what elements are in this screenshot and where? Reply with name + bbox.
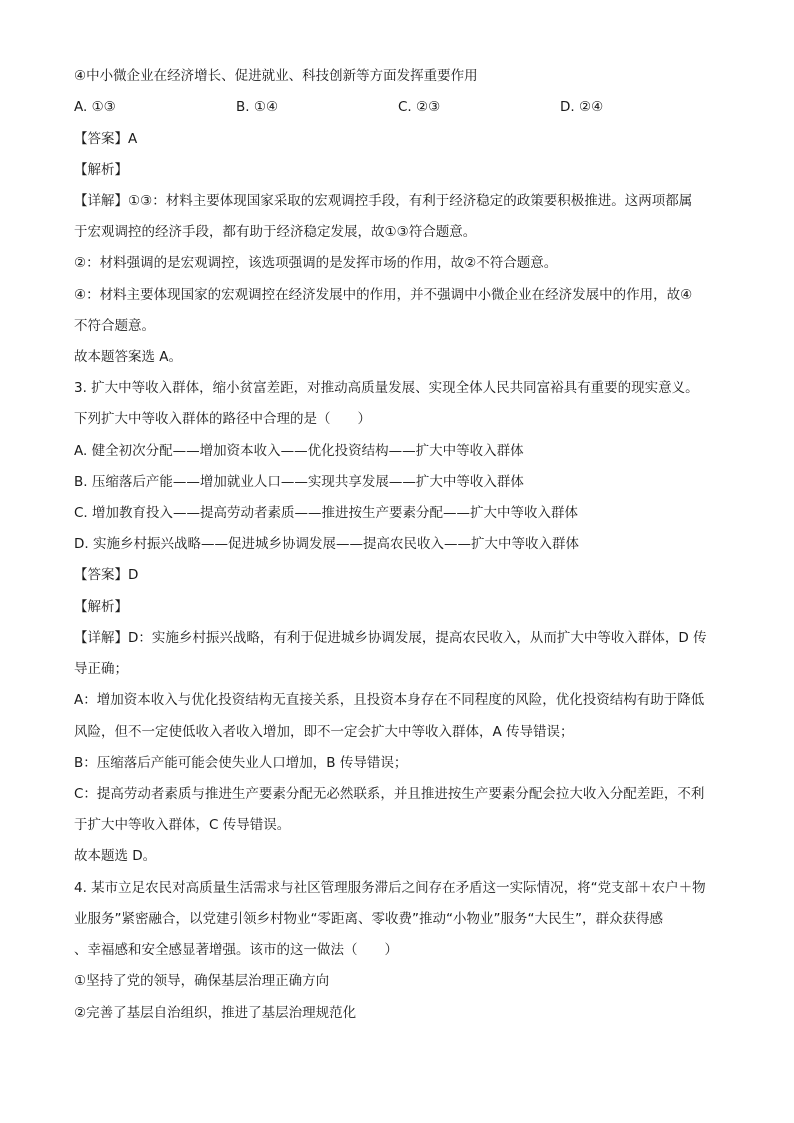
q4-stem: 、幸福感和安全感显著增强。该市的这一做法（ ）	[74, 942, 398, 958]
q3-detail-line: B：压缩落后产能可能会使失业人口增加，B 传导错误；	[74, 755, 408, 771]
q3-detail-line: 【详解】D：实施乡村振兴战略，有利于促进城乡协调发展，提高农民收入，从而扩大中等收入群体，D 传	[74, 630, 707, 646]
q3-detail-line: C：提高劳动者素质与推进生产要素分配无必然联系，并且推进按生产要素分配会拉大收入分配差距，不利	[74, 786, 705, 802]
q3-option-b: B. 压缩落后产能——增加就业人口——实现共享发展——扩大中等收入群体	[74, 474, 524, 490]
q2-options	[74, 97, 734, 117]
q2-option-c: C. ②③	[398, 99, 441, 115]
q4-item-1: ①坚持了党的领导，确保基层治理正确方向	[74, 973, 330, 989]
q2-option-d: D. ②④	[560, 99, 604, 115]
q3-analysis-label: 【解析】	[74, 599, 128, 615]
q3-stem: 3. 扩大中等收入群体，缩小贫富差距，对推动高质量发展、实现全体人民共同富裕具有重要的现实意义。	[74, 380, 699, 396]
q3-detail-line: 风险，但不一定使低收入者收入增加，即不一定会扩大中等收入群体，A 传导错误；	[74, 724, 574, 740]
q3-detail-line: A：增加资本收入与优化投资结构无直接关系，且投资本身存在不同程度的风险，优化投资结构有助于降低	[74, 692, 705, 708]
q2-conclusion: 故本题答案选 A。	[74, 349, 183, 365]
q4-item-2: ②完善了基层自治组织，推进了基层治理规范化	[74, 1005, 357, 1021]
q2-detail-line: 不符合题意。	[74, 318, 155, 334]
q2-option-b: B. ①④	[236, 99, 279, 115]
q2-detail-line: 【详解】①③：材料主要体现国家采取的宏观调控手段，有利于经济稳定的政策要积极推进。这两项都属	[74, 193, 693, 209]
q3-stem: 下列扩大中等收入群体的路径中合理的是（ ）	[74, 411, 371, 427]
q3-detail-line: 于扩大中等收入群体，C 传导错误。	[74, 817, 291, 833]
q4-stem: 4. 某市立足农民对高质量生活需求与社区管理服务滞后之间存在矛盾这一实际情况，将“党支部＋农户＋物	[74, 880, 706, 896]
q2-detail-line: 于宏观调控的经济手段，都有助于经济稳定发展，故①③符合题意。	[74, 224, 477, 240]
q3-answer: 【答案】D	[74, 567, 139, 583]
q2-answer: 【答案】A	[74, 131, 138, 147]
q3-option-c: C. 增加教育投入——提高劳动者素质——推进按生产要素分配——扩大中等收入群体	[74, 505, 579, 521]
q2-item-4: ④中小微企业在经济增长、促进就业、科技创新等方面发挥重要作用	[74, 68, 478, 84]
q3-option-a: A. 健全初次分配——增加资本收入——优化投资结构——扩大中等收入群体	[74, 443, 524, 459]
q2-analysis-label: 【解析】	[74, 162, 128, 178]
q4-stem: 业服务”紧密融合，以党建引领乡村物业“零距离、零收费”推动“小物业”服务“大民生”，群众获得感	[74, 911, 663, 927]
q2-detail-line: ④：材料主要体现国家的宏观调控在经济发展中的作用，并不强调中小微企业在经济发展中的作用，故④	[74, 287, 693, 303]
q3-option-d: D. 实施乡村振兴战略——促进城乡协调发展——提高农民收入——扩大中等收入群体	[74, 536, 579, 552]
q3-detail-line: 导正确；	[74, 661, 128, 677]
q3-conclusion: 故本题选 D。	[74, 848, 157, 864]
q2-option-a: A. ①③	[74, 99, 116, 115]
q2-detail-line: ②：材料强调的是宏观调控，该选项强调的是发挥市场的作用，故②不符合题意。	[74, 255, 558, 271]
